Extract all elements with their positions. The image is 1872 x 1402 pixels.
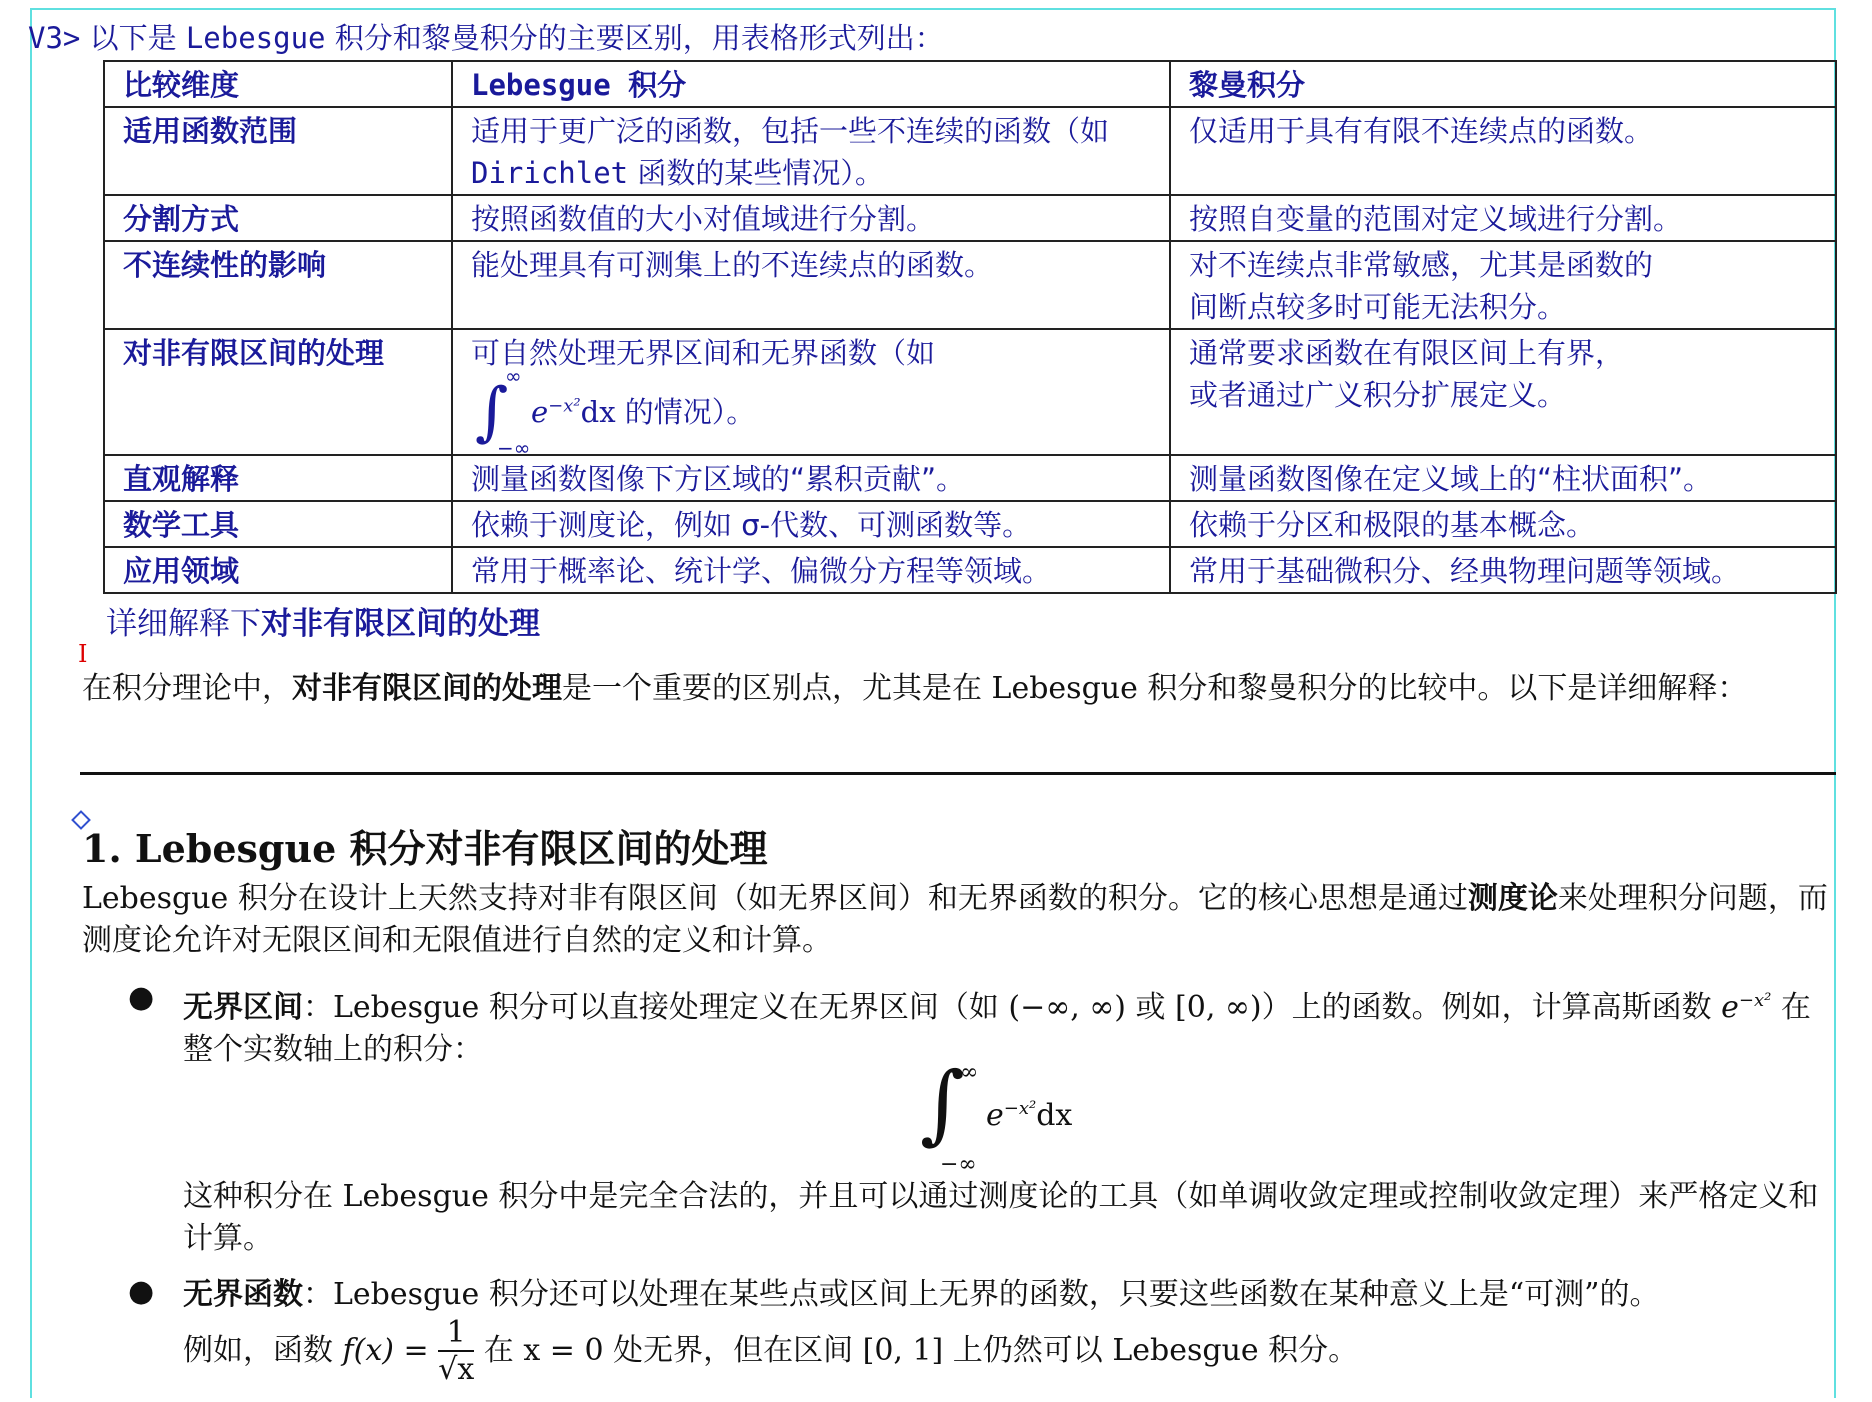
- header-lebesgue-label: Lebesgue 积分: [471, 68, 687, 102]
- row-dimension: 应用领域: [104, 547, 452, 593]
- cell-text: 间断点较多时可能无法积分。: [1189, 290, 1567, 324]
- row-lebesgue: 能处理具有可测集上的不连续点的函数。: [452, 241, 1170, 329]
- intro-text-a: 在积分理论中，: [82, 671, 292, 706]
- bullet-text-a: ：Lebesgue 积分还可以处理在某些点或区间上无界的函数，只要这些函数在某种意义上是“可测”的。: [303, 1277, 1660, 1312]
- table-row: [104, 195, 1836, 241]
- bullet-dot-icon: ●: [128, 980, 155, 1015]
- row-riemann: 常用于基础微积分、经典物理问题等领域。: [1170, 547, 1836, 593]
- display-lower-limit: −∞: [940, 1152, 977, 1177]
- display-integral: [920, 1054, 1120, 1180]
- cell-text: 通常要求函数在有限区间上有界，: [1189, 336, 1625, 370]
- integral-lower-limit: −∞: [497, 436, 531, 460]
- row-dimension: 适用函数范围: [104, 107, 452, 195]
- header-riemann: 黎曼积分: [1170, 61, 1836, 107]
- table-row: [104, 547, 1836, 593]
- intro-paragraph: [82, 668, 1834, 710]
- row-riemann: 测量函数图像在定义域上的“柱状面积”。: [1170, 455, 1836, 501]
- integrand-exponent: −x²: [548, 395, 581, 417]
- row-riemann: [1170, 241, 1836, 329]
- row-lebesgue: 测量函数图像下方区域的“累积贡献”。: [452, 455, 1170, 501]
- cell-text: 对不连续点非常敏感，尤其是函数的: [1189, 248, 1654, 282]
- row-riemann: 按照自变量的范围对定义域进行分割。: [1170, 195, 1836, 241]
- integral-symbol: ∫ ∞ −∞: [475, 364, 531, 460]
- row-lebesgue: [452, 107, 1170, 195]
- section-text-a: Lebesgue 积分在设计上天然支持对非有限区间（如无界区间）和无界函数的积分。它的核心思想是通过: [82, 881, 1468, 916]
- prompt-text-b: 积分和黎曼积分的主要区别，用表格形式列出：: [325, 21, 944, 55]
- display-integral-symbol: ∫: [920, 1054, 965, 1154]
- table-header-row: [104, 61, 1836, 107]
- intro-bold: 对非有限区间的处理: [292, 671, 562, 706]
- comparison-table: [103, 60, 1837, 594]
- header-dimension: 比较维度: [104, 61, 452, 107]
- prompt-text-a: 以下是: [80, 21, 186, 55]
- row-riemann: [1170, 329, 1836, 455]
- cell-text: 函数的某些情况）。: [628, 156, 884, 190]
- table-row: [104, 329, 1836, 455]
- fraction-numerator: 1: [438, 1316, 474, 1352]
- fraction: [438, 1316, 474, 1388]
- row-lebesgue: [452, 329, 1170, 460]
- integrand: e: [531, 395, 549, 429]
- bullet-text-c: 在 x = 0 处无界，但在区间 [0, 1] 上仍然可以 Lebesgue 积分。: [474, 1333, 1359, 1368]
- bullet-text-a: ：Lebesgue 积分可以直接处理定义在无界区间（如 (−∞, ∞) 或 [0, ∞)）上的函数。例如，计算高斯函数: [303, 990, 1722, 1025]
- divider: [80, 772, 1836, 775]
- bullet-text-b: 在整个实数轴上的积分：: [183, 990, 1811, 1067]
- fraction-denominator: √x: [438, 1352, 475, 1387]
- row-dimension: 对非有限区间的处理: [104, 329, 452, 455]
- bullet-text-b: 例如，函数: [183, 1333, 343, 1368]
- cell-text-mono: Dirichlet: [471, 156, 629, 190]
- function-fx: f(x) =: [342, 1333, 429, 1368]
- bullet-dot-icon: ●: [128, 1274, 155, 1309]
- table-row: [104, 501, 1836, 547]
- display-integrand: [986, 1098, 1072, 1133]
- cell-text: 可自然处理无界区间和无界函数（如: [471, 336, 936, 370]
- cell-text: 的情况）。: [615, 395, 756, 429]
- table-row: [104, 107, 1836, 195]
- row-dimension: 不连续性的影响: [104, 241, 452, 329]
- section-paragraph: [82, 878, 1834, 962]
- row-lebesgue: 依赖于测度论，例如 σ-代数、可测函数等。: [452, 501, 1170, 547]
- row-dimension: 直观解释: [104, 455, 452, 501]
- section-heading: 1. Lebesgue 积分对非有限区间的处理: [82, 826, 768, 871]
- header-lebesgue: [452, 61, 1170, 107]
- row-dimension: 数学工具: [104, 501, 452, 547]
- bullet-title: 无界区间: [183, 990, 303, 1025]
- gauss-exponent: −x²: [1738, 990, 1772, 1011]
- display-base: e: [986, 1098, 1004, 1133]
- followup-prefix: 详细解释下: [106, 606, 261, 642]
- row-riemann: 依赖于分区和极限的基本概念。: [1170, 501, 1836, 547]
- display-dx: dx: [1036, 1098, 1073, 1133]
- row-lebesgue: 常用于概率论、统计学、偏微分方程等领域。: [452, 547, 1170, 593]
- bullet-item-unbounded-function: [183, 1274, 1835, 1388]
- row-riemann: 仅适用于具有有限不连续点的函数。: [1170, 107, 1836, 195]
- text-cursor-icon: I: [78, 640, 88, 668]
- integral-dx: dx: [580, 395, 616, 429]
- bullet-title: 无界函数: [183, 1277, 303, 1312]
- table-row: [104, 241, 1836, 329]
- display-upper-limit: ∞: [960, 1060, 979, 1085]
- row-dimension: 分割方式: [104, 195, 452, 241]
- cell-text: 或者通过广义积分扩展定义。: [1189, 378, 1567, 412]
- intro-text-b: 是一个重要的区别点，尤其是在 Lebesgue 积分和黎曼积分的比较中。以下是详细解释：: [562, 671, 1748, 706]
- display-exponent: −x²: [1003, 1098, 1037, 1119]
- user-prompt: [28, 16, 944, 57]
- followup-bold: 对非有限区间的处理: [261, 606, 540, 642]
- integral-upper-limit: ∞: [505, 364, 522, 388]
- section-bold: 测度论: [1467, 881, 1558, 916]
- prompt-text-mono: Lebesgue: [185, 21, 326, 55]
- bullet-follow-paragraph: 这种积分在 Lebesgue 积分中是完全合法的，并且可以通过测度论的工具（如单调收敛定理或控制收敛定理）来严格定义和计算。: [183, 1179, 1819, 1256]
- bullet-item-unbounded-interval: [183, 980, 1835, 1071]
- section-text-b: 来处理积分问题，而测度论允许对无限区间和无限值进行自然的定义和计算。: [82, 881, 1828, 958]
- table-row: [104, 455, 1836, 501]
- prompt-tag: V3>: [28, 21, 81, 55]
- row-lebesgue: 按照函数值的大小对值域进行分割。: [452, 195, 1170, 241]
- gauss-base: e: [1721, 990, 1739, 1025]
- cell-text: 适用于更广泛的函数，包括一些不连续的函数（如: [471, 114, 1110, 148]
- followup-question: [106, 598, 540, 643]
